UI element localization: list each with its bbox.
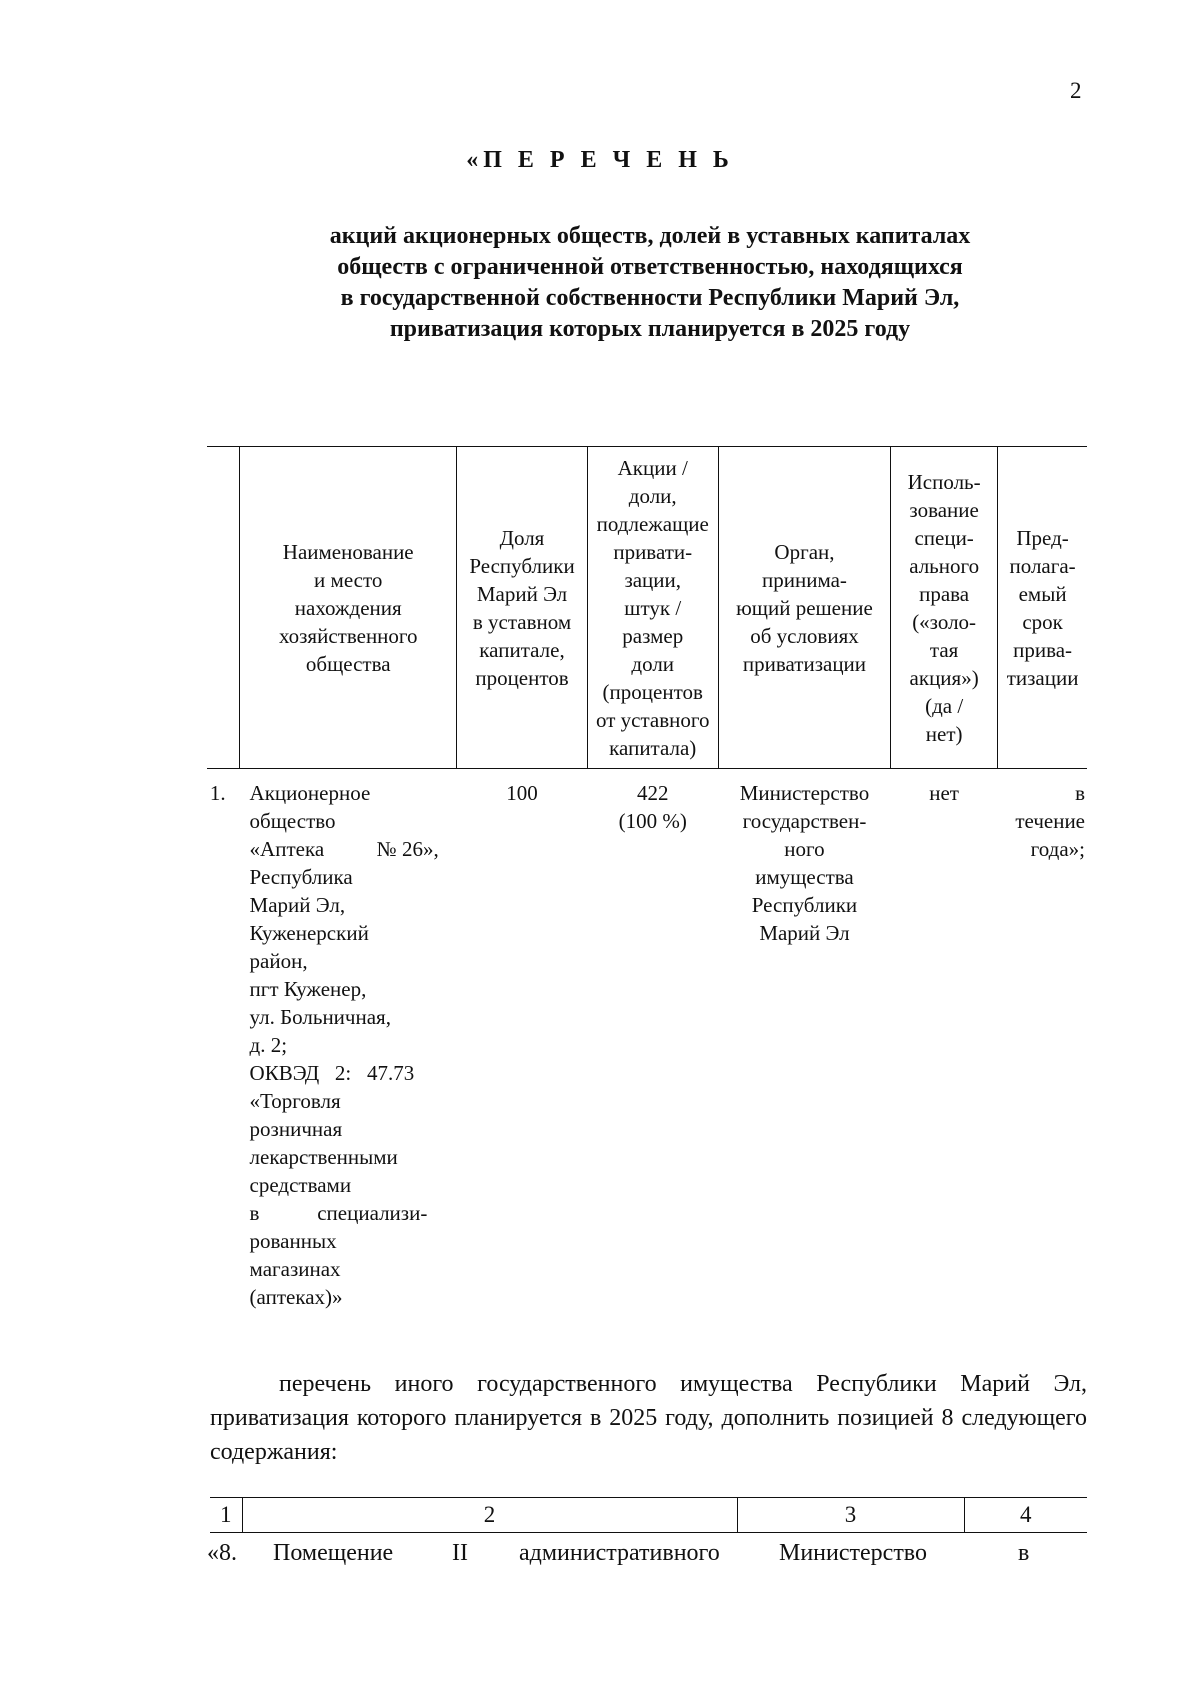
subtitle-line: обществ с ограниченной ответственностью, находящихся bbox=[337, 254, 963, 280]
col-header-3: 3 bbox=[737, 1498, 964, 1533]
paragraph-text: перечень иного государственного имущества Республики Марий Эл, приватизация которого планируется в 2025 году, дополнить позицией 8 следующего содержания: bbox=[210, 1371, 1087, 1465]
table-header-row bbox=[210, 1498, 1087, 1533]
subtitle-line: акций акционерных обществ, долей в уставных капиталах bbox=[329, 223, 971, 249]
table-row-8 bbox=[207, 1540, 1087, 1580]
row8-word2: II bbox=[452, 1540, 468, 1566]
header-num bbox=[207, 447, 240, 769]
row-golden-share: нет bbox=[929, 781, 959, 805]
header-golden-share bbox=[891, 447, 998, 769]
row-organ: Министерство государствен- ного имущества Республики Марий Эл bbox=[739, 781, 870, 945]
row8-num: «8. bbox=[207, 1540, 237, 1566]
col-header-1: 1 bbox=[210, 1498, 242, 1533]
subtitle-line: в государственной собственности Республики Марий Эл, bbox=[340, 285, 960, 311]
row-term: в течение года»; bbox=[1015, 781, 1085, 861]
header-golden-share-text: Исполь- зование специ- ального права («золо- тая акция») (да / нет) bbox=[907, 469, 981, 746]
header-name bbox=[240, 447, 457, 769]
table-header-row bbox=[207, 447, 1087, 769]
header-term bbox=[998, 447, 1087, 769]
col-header-4: 4 bbox=[964, 1498, 1087, 1533]
header-shares-count-text: Акции / доли, подлежащие привати- зации, штук / размер доли (процентов от уставного капитала) bbox=[595, 455, 710, 760]
subtitle-line: приватизация которых планируется в 2025 году bbox=[389, 316, 911, 342]
table-row bbox=[207, 769, 1087, 1312]
document-subtitle bbox=[200, 221, 1100, 345]
col-header-2: 2 bbox=[242, 1498, 737, 1533]
property-table-header bbox=[210, 1497, 1087, 1533]
row8-organ: Министерство bbox=[779, 1540, 927, 1566]
row-num: 1. bbox=[209, 781, 226, 805]
header-organ bbox=[718, 447, 890, 769]
header-name-text: Наименование и место нахождения хозяйственного общества bbox=[278, 539, 418, 676]
row8-term: в bbox=[1018, 1540, 1030, 1566]
row8-word1: Помещение bbox=[273, 1540, 394, 1566]
body-paragraph bbox=[210, 1367, 1087, 1469]
companies-table bbox=[207, 446, 1087, 1311]
row-shares-count: 422 (100 %) bbox=[618, 781, 687, 833]
header-term-text: Пред- полага- емый срок прива- тизации bbox=[1006, 525, 1079, 690]
row-share: 100 bbox=[506, 781, 538, 805]
page-number: 2 bbox=[1070, 78, 1082, 103]
document-title: «П Е Р Е Ч Е Н Ь bbox=[466, 147, 734, 173]
header-organ-text: Орган, принима- ющий решение об условиях приватизации bbox=[736, 539, 873, 676]
header-share-text: Доля Республики Марий Эл в уставном капитале, процентов bbox=[469, 525, 575, 690]
row8-word3: административного bbox=[519, 1540, 720, 1566]
header-share bbox=[457, 447, 587, 769]
row-company-name: Акционерное общество «Аптека № 26», Республика Марий Эл, Куженерский район, пгт Куженер, ул. Больничная, д. 2; ОКВЭД 2: 47.73 «Торговля розничная лекарственными средствами в специализи- рованных магазинах (аптеках)» bbox=[249, 781, 439, 1309]
header-shares-count bbox=[587, 447, 718, 769]
